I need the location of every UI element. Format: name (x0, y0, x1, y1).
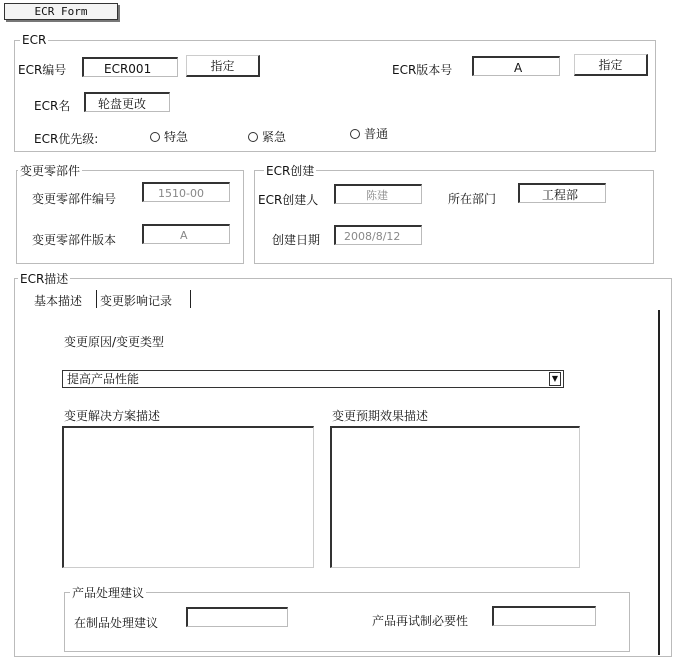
priority-option-label: 特急 (164, 130, 189, 144)
tab-separator (96, 290, 97, 308)
parts-number-field[interactable]: 1510-00 (142, 182, 230, 202)
ecr-number-label: ECR编号 (18, 63, 67, 77)
wip-suggestion-label: 在制品处理建议 (74, 616, 159, 630)
description-group-legend: ECR描述 (20, 272, 69, 286)
solution-textarea[interactable] (62, 426, 314, 568)
tab-separator (190, 290, 191, 308)
date-field[interactable]: 2008/8/12 (334, 225, 422, 245)
reason-select[interactable] (62, 370, 564, 388)
radio-circle-icon (350, 129, 360, 139)
priority-radio-urgent[interactable] (150, 128, 188, 145)
priority-radio-normal[interactable] (350, 125, 388, 142)
solution-label: 变更解决方案描述 (64, 409, 161, 423)
priority-radio-emergency[interactable] (248, 128, 286, 145)
ecr-priority-label: ECR优先级: (34, 132, 99, 146)
creator-field[interactable]: 陈建 (334, 184, 422, 204)
suggestion-group-legend: 产品处理建议 (72, 586, 145, 600)
ecr-name-label: ECR名 (34, 99, 71, 113)
parts-number-label: 变更零部件编号 (32, 192, 117, 206)
priority-option-label: 普通 (364, 127, 389, 141)
parts-version-label: 变更零部件版本 (32, 233, 117, 247)
ecr-version-label: ECR版本号 (392, 63, 453, 77)
retrial-necessity-label: 产品再试制必要性 (372, 614, 469, 628)
tab-change-impact-record[interactable]: 变更影响记录 (100, 294, 173, 308)
department-field[interactable]: 工程部 (518, 183, 606, 203)
reason-select-value: 提高产品性能 (67, 372, 140, 386)
priority-option-label: 紧急 (262, 130, 287, 144)
reason-label: 变更原因/变更类型 (64, 335, 165, 349)
tab-basic-description[interactable]: 基本描述 (34, 294, 83, 308)
radio-circle-icon (248, 132, 258, 142)
panel-scrollbar[interactable] (658, 310, 660, 655)
ecr-version-assign-button[interactable]: 指定 (574, 54, 648, 76)
radio-circle-icon (150, 132, 160, 142)
creator-label: ECR创建人 (258, 193, 319, 207)
ecr-number-assign-button[interactable]: 指定 (186, 55, 260, 77)
ecr-version-field[interactable]: A (472, 56, 560, 76)
department-label: 所在部门 (448, 192, 497, 206)
effect-textarea[interactable] (330, 426, 580, 568)
parts-version-field[interactable]: A (142, 224, 230, 244)
wip-suggestion-field[interactable] (186, 607, 288, 627)
parts-group-legend: 变更零部件 (20, 164, 81, 178)
creation-group-legend: ECR创建 (266, 164, 315, 178)
ecr-number-field[interactable]: ECR001 (82, 57, 178, 77)
retrial-necessity-field[interactable] (492, 606, 596, 626)
date-label: 创建日期 (272, 233, 321, 247)
ecr-group-legend: ECR (22, 33, 47, 47)
effect-label: 变更预期效果描述 (332, 409, 429, 423)
ecr-name-field[interactable]: 轮盘更改 (84, 92, 170, 112)
form-tab[interactable]: ECR Form (4, 3, 118, 20)
chevron-down-icon[interactable]: ▼ (549, 372, 561, 386)
